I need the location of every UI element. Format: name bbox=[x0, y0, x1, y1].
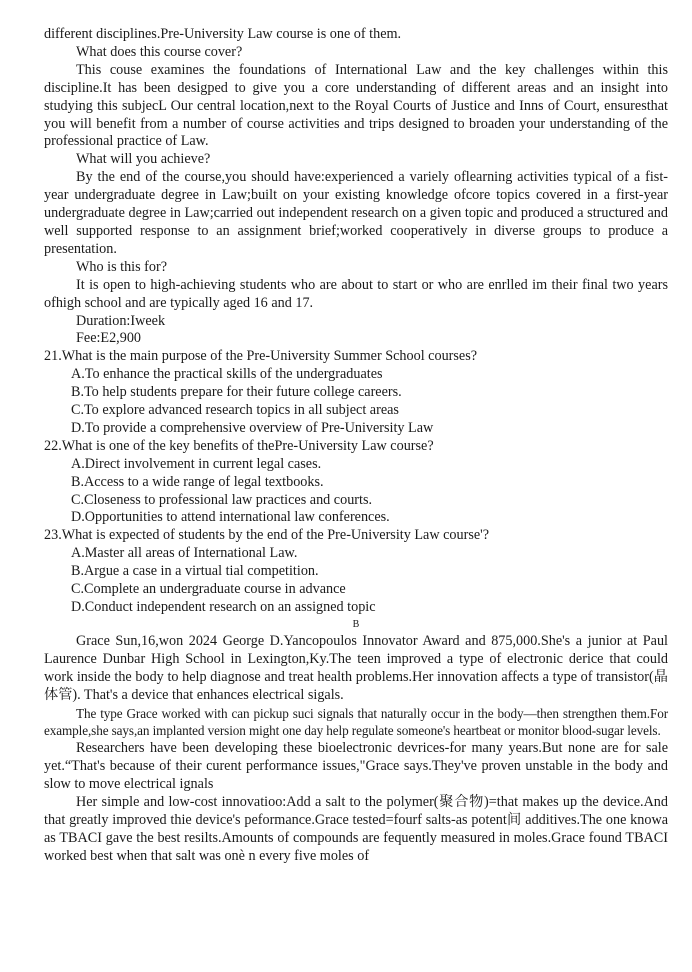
paragraph-course-cover: This couse examines the foundations of International Law and the key challenges within this discipline.It has been desigped to give you a core understanding of different areas and an insight into studying this subjecL Our central location,next to the Royal Courts of Justice and Inns of Court, ensuresthat you will benefit from a number of course activities and trips designed to broaden your understanding of the professional practice of Law. bbox=[44, 61, 668, 150]
paragraph-b2: The type Grace worked with can pickup suci signals that naturally occur in the body—then strengthen them.For example,she says,an implanted version might one day help regulate someone's heartbeat or monitor blood-sugar levels. bbox=[44, 705, 668, 739]
option-21-a: A.To enhance the practical skills of the undergraduates bbox=[71, 366, 383, 383]
paragraph-b1: Grace Sun,16,won 2024 George D.Yancopoulos Innovator Award and 875,000.She's a junior at Paul Laurence Dunbar High School in Lexington,Ky.The teen improved a type of electronic derice that could work inside the body to help diagnose and treat health problems.Her innovation affects a type of transistor(晶体管). That's a device that enhances electrical sigals. bbox=[44, 632, 668, 703]
option-22-b: B.Access to a wide range of legal textbooks. bbox=[71, 473, 324, 490]
duration-text: Duration:Iweek bbox=[76, 312, 166, 329]
top-fragment: different disciplines.Pre-University Law course is one of them. bbox=[44, 26, 402, 42]
paragraph-b4: Her simple and low-cost innovatioo:Add a salt to the polymer(聚合物)=that makes up the device.And that greatly improved thie device's peformance.Grace tested=fourf salts-as potent间 additives.The one knowa as TBACI gave the best resilts.Amounts of compounds are fequently measured in moles.Grace found TBACI worked best when that salt was onè n every five moles of bbox=[44, 794, 668, 864]
fee-text: Fee:E2,900 bbox=[76, 330, 142, 347]
question-22: 22.What is one of the key benefits of thePre-University Law course? bbox=[44, 437, 434, 454]
question-block bbox=[44, 348, 668, 617]
heading-achieve: What will you achieve? bbox=[76, 151, 211, 168]
option-21-d: D.To provide a comprehensive overview of Pre-University Law bbox=[71, 419, 434, 436]
option-21-c: C.To explore advanced research topics in all subject areas bbox=[71, 402, 399, 419]
question-21: 21.What is the main purpose of the Pre-University Summer School courses? bbox=[44, 348, 478, 365]
question-23: 23.What is expected of students by the end of the Pre-University Law course'? bbox=[44, 527, 489, 544]
option-23-b: B.Argue a case in a virtual tial competition. bbox=[71, 563, 319, 580]
option-22-a: A.Direct involvement in current legal cases. bbox=[71, 455, 322, 472]
option-23-c: C.Complete an undergraduate course in advance bbox=[71, 581, 346, 598]
option-23-a: A.Master all areas of International Law. bbox=[71, 545, 298, 562]
option-21-b: B.To help students prepare for their future college careers. bbox=[71, 384, 402, 401]
paragraph-who: It is open to high-achieving students who are about to start or who are enrlled im their final two years ofhigh school and are typically aged 16 and 17. bbox=[44, 276, 668, 311]
heading-who: Who is this for? bbox=[76, 258, 168, 275]
heading-course-cover: What does this course cover? bbox=[76, 43, 243, 60]
section-label-b: B bbox=[352, 618, 360, 630]
paragraph-b3: Researchers have been developing these bioelectronic devrices-for many years.But none are for sale yet.“That's because of their curent performance issues,"Grace says.They've proven unstable in the body and slow to move electrical ignals bbox=[44, 740, 668, 793]
option-22-c: C.Closeness to professional law practices and courts. bbox=[71, 491, 373, 508]
option-23-d: D.Conduct independent research on an assigned topic bbox=[71, 599, 376, 615]
option-22-d: D.Opportunities to attend international law conferences. bbox=[71, 509, 390, 526]
paragraph-achieve: By the end of the course,you should have:experienced a variely oflearning activities typical of a fist-year undergraduate degree in Law;built on your existing knowledge ofcore topics covered in a first-year undergraduate degree in Law;carried out independent research on a given topic and produced a structured and well supported response to an assignment brief;worked cooperatively in diverse groups to produce a presentation. bbox=[44, 169, 668, 257]
